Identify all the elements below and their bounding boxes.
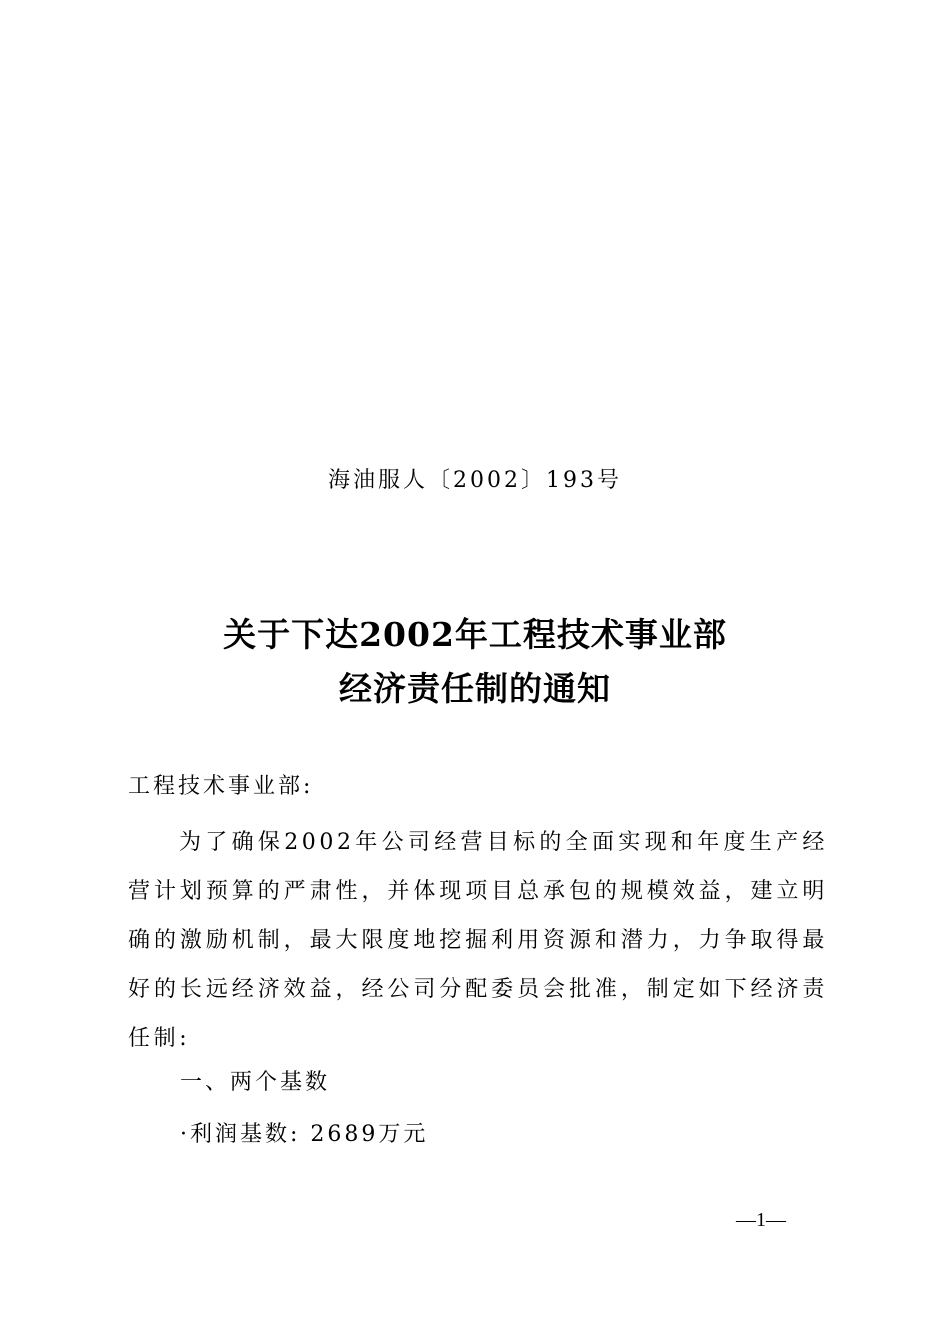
document-title-line-1: 关于下达2002年工程技术事业部 <box>223 615 727 654</box>
document-title-line-2: 经济责任制的通知 <box>339 669 611 708</box>
document-number: 海油服人〔2002〕193号 <box>328 468 622 493</box>
section-heading: 一、两个基数 <box>180 1070 331 1095</box>
profit-base-item: ·利润基数: 2689万元 <box>180 1122 429 1147</box>
salutation: 工程技术事业部: <box>128 774 314 799</box>
page-number: —1— <box>736 1209 786 1231</box>
body-paragraph: 为了确保2002年公司经营目标的全面实现和年度生产经营计划预算的严肃性，并体现项目总承包的规模效益，建立明确的激励机制，最大限度地挖掘利用资源和潜力，力争取得最好的长远经济效益，经公司分配委员会批准，制定如下经济责任制: <box>128 830 828 1051</box>
